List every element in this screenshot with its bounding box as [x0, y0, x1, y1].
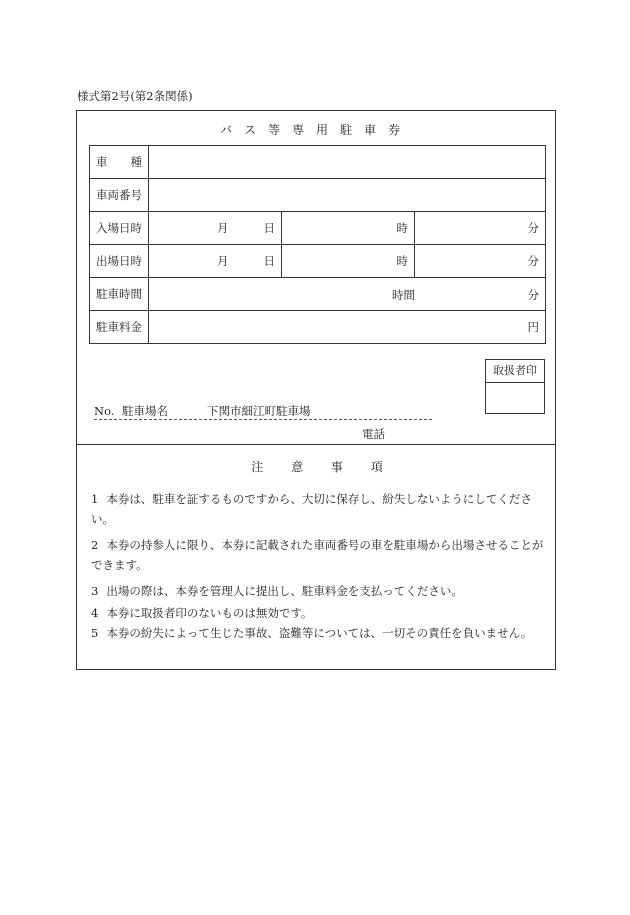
vehicle-number-label: 車両番号: [90, 179, 149, 212]
exit-date-field[interactable]: [149, 245, 282, 278]
notes-list: [91, 489, 551, 649]
notes-title-char: 事: [330, 460, 345, 474]
entry-hour-field[interactable]: [282, 212, 415, 245]
note-text: 出場の際は、本券を管理人に提出し、駐車料金を支払ってください。: [106, 584, 463, 598]
fee-field[interactable]: [149, 311, 546, 344]
entry-month-unit: 月: [217, 221, 229, 235]
entry-day-unit: 日: [263, 221, 275, 235]
entry-minute-field[interactable]: [415, 212, 546, 245]
parking-lot-line: [94, 404, 432, 420]
entry-label: 入場日時: [90, 212, 149, 245]
entry-row: [90, 212, 546, 245]
duration-field[interactable]: [149, 278, 546, 311]
exit-day-unit: 日: [263, 254, 275, 268]
note-number: 3: [91, 584, 99, 598]
note-number: 1: [91, 492, 99, 506]
phone-label: 電話: [362, 427, 385, 441]
entry-minute-unit: 分: [527, 221, 539, 235]
note-text: 本券の持参人に限り、本券に記載された車両番号の車を駐車場から出場させることができます。: [91, 538, 544, 572]
fee-yen-unit: 円: [527, 320, 539, 334]
parking-lot-name: 下関市細江町駐車場: [207, 404, 311, 418]
ticket-title: バス等専用駐車券: [219, 123, 412, 137]
vehicle-type-field[interactable]: [149, 146, 546, 179]
note-number: 4: [91, 606, 99, 620]
exit-label: 出場日時: [90, 245, 149, 278]
note-item: [91, 623, 551, 643]
fee-label: 駐車料金: [90, 311, 149, 344]
handler-stamp-box: [485, 359, 545, 414]
handler-stamp-label: 取扱者印: [486, 360, 544, 383]
notes-title-char: 注: [251, 460, 266, 474]
exit-minute-field[interactable]: [415, 245, 546, 278]
note-text: 本券の紛失によって生じた事故、盗難等については、一切その責任を負いません。: [106, 626, 533, 640]
note-item: [91, 489, 551, 529]
note-item: [91, 581, 551, 601]
vehicle-type-row: [90, 146, 546, 179]
parking-lot-label: 駐車場名: [122, 404, 168, 418]
duration-label: 駐車時間: [90, 278, 149, 311]
section-divider: [77, 444, 555, 445]
fee-row: [90, 311, 546, 344]
duration-minute-unit: 分: [527, 288, 539, 302]
exit-minute-unit: 分: [527, 254, 539, 268]
notes-title-char: 意: [291, 460, 306, 474]
ticket-table: [89, 145, 546, 344]
exit-month-unit: 月: [217, 254, 229, 268]
ticket-no-label: No.: [94, 404, 115, 418]
exit-hour-field[interactable]: [282, 245, 415, 278]
note-text: 本券は、駐車を証するものですから、大切に保存し、紛失しないようにしてください。: [91, 492, 532, 526]
exit-hour-unit: 時: [396, 254, 408, 268]
note-text: 本券に取扱者印のないものは無効です。: [106, 606, 313, 620]
entry-date-field[interactable]: [149, 212, 282, 245]
notes-title: [77, 458, 555, 475]
vehicle-number-field[interactable]: [149, 179, 546, 212]
duration-row: [90, 278, 546, 311]
exit-row: [90, 245, 546, 278]
notes-title-char: 項: [370, 460, 385, 474]
note-number: 5: [91, 626, 99, 640]
vehicle-number-row: [90, 179, 546, 212]
note-item: [91, 535, 551, 575]
vehicle-type-label: 車 種: [90, 146, 149, 179]
duration-hours-unit: 時間: [392, 288, 415, 302]
note-number: 2: [91, 538, 99, 552]
parking-ticket: [76, 110, 556, 670]
form-number-label: 様式第2号(第2条関係): [77, 89, 193, 103]
note-item: [91, 603, 551, 623]
entry-hour-unit: 時: [396, 221, 408, 235]
